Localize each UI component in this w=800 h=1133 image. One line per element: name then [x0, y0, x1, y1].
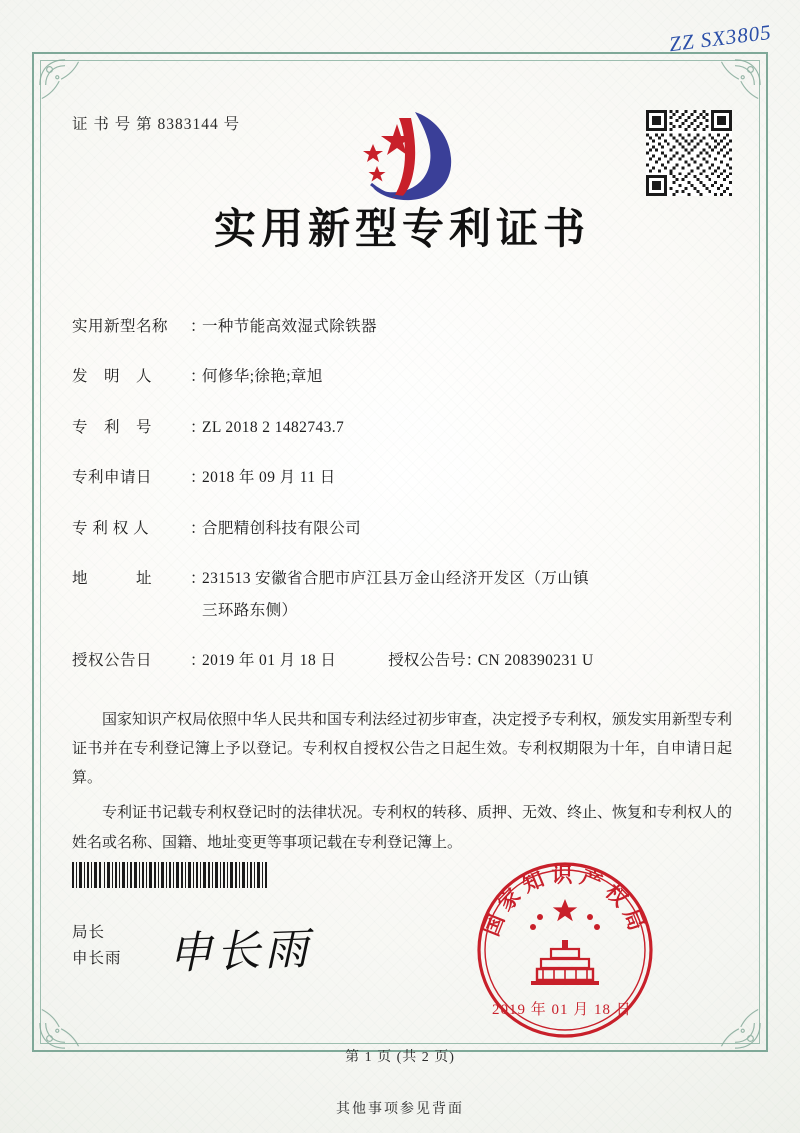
field-value: 一种节能高效湿式除铁器 [202, 318, 377, 335]
field-address [72, 564, 732, 625]
field-colon: ： [465, 652, 482, 670]
field-grant-announcement [72, 646, 732, 675]
field-value [202, 564, 732, 625]
field-colon: ： [190, 519, 206, 537]
field-value-line1: 231513 安徽省合肥市庐江县万金山经济开发区（万山镇 [202, 570, 590, 588]
field-value: 2019 年 01 月 18 日 [202, 652, 337, 670]
field-colon: ： [190, 318, 206, 335]
page-number: 第 1 页 (共 2 页) [345, 1050, 455, 1065]
field-label: 地 址 [72, 570, 153, 588]
field-value-secondary: CN 208390231 U [477, 652, 594, 670]
field-label: 发 明 人 [72, 368, 153, 386]
handwritten-signature: 申长雨 [167, 924, 313, 979]
field-colon: ： [190, 570, 206, 588]
field-utility-model-name [72, 312, 732, 341]
field-value: 2018 年 09 月 11 日 [202, 469, 336, 487]
field-value: 何修华;徐艳;章旭 [202, 368, 323, 386]
svg-text:国家知识产权局: 国家知识产权局 [479, 863, 651, 940]
certificate-number: 证 书 号 第 8383144 号 [72, 116, 241, 133]
certificate-fields [72, 312, 732, 676]
corner-ornament-icon [706, 994, 764, 1052]
qr-code [646, 110, 732, 196]
field-application-date [72, 463, 732, 492]
legal-paragraph: 国家知识产权局依照中华人民共和国专利法经过初步审查，决定授予专利权，颁发实用新型专利证书并在专利登记簿上予以登记。专利权自授权公告之日起生效。专利权期限为十年，自申请日起算。 [72, 711, 733, 786]
certificate-content [72, 90, 732, 864]
field-value: 合肥精创科技有限公司 [202, 519, 362, 537]
field-colon: ： [190, 418, 206, 436]
seal-date: 2019 年 01 月 18 日 [492, 1002, 632, 1018]
footer-note: 其他事项参见背面 [336, 1102, 464, 1117]
certificate-title: 实用新型专利证书 [213, 207, 590, 253]
legal-paragraphs [72, 706, 732, 858]
field-inventors [72, 362, 732, 391]
field-patent-number [72, 413, 732, 442]
field-label-secondary: 授权公告号 [388, 652, 466, 670]
corner-ornament-icon [36, 994, 94, 1052]
field-colon: ： [190, 652, 206, 670]
field-label: 专利申请日 [72, 469, 153, 487]
field-label: 实用新型名称 [72, 318, 169, 335]
field-value: ZL 2018 2 1482743.7 [202, 418, 345, 436]
signature-role: 局长 [72, 924, 106, 941]
field-colon: ： [190, 469, 206, 487]
field-value-line2: 三环路东侧） [202, 601, 298, 619]
field-patentee [72, 514, 732, 543]
barcode [72, 862, 268, 888]
field-label: 专 利 号 [72, 418, 153, 436]
legal-paragraph: 专利证书记载专利权登记时的法律状况。专利权的转移、质押、无效、终止、恢复和专利权人的姓名或名称、国籍、地址变更等事项记载在专利登记簿上。 [72, 805, 733, 851]
field-colon: ： [190, 368, 206, 386]
field-label: 授权公告日 [72, 652, 153, 670]
field-label: 专 利 权 人 [72, 519, 150, 537]
cnipa-logo-icon [337, 100, 467, 210]
signature-block [72, 920, 122, 971]
handwritten-annotation: ZZ SX3805 [667, 19, 774, 57]
signature-name: 申长雨 [72, 949, 122, 967]
